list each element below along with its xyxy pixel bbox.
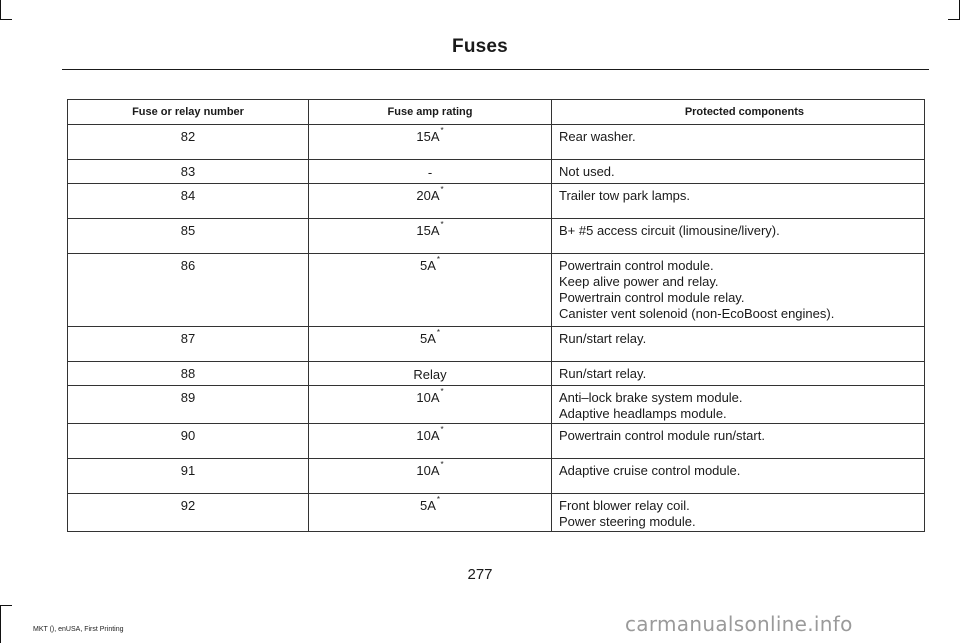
component-line: Powertrain control module relay. <box>559 290 745 305</box>
crop-mark-bottom-left-horizontal <box>0 605 12 606</box>
table-header-row <box>68 100 925 125</box>
table-row <box>68 160 925 184</box>
table-row <box>68 362 925 386</box>
fuse-rating-value: - <box>427 165 433 180</box>
table-row <box>68 327 925 362</box>
fuse-rating <box>309 386 552 424</box>
footnote-marker: * <box>436 495 441 504</box>
protected-components <box>552 327 925 362</box>
header-divider <box>62 69 929 70</box>
fuse-rating-value: 15A <box>416 129 440 144</box>
fuse-rating <box>309 125 552 160</box>
component-line: Anti–lock brake system module. <box>559 390 743 405</box>
table-row <box>68 424 925 459</box>
print-footer: MKT (), enUSA, First Printing <box>33 626 124 633</box>
component-line: Run/start relay. <box>559 366 647 381</box>
fuse-number: 85 <box>68 219 309 254</box>
protected-components <box>552 160 925 184</box>
component-line: B+ #5 access circuit (limousine/livery). <box>559 223 780 238</box>
component-line: Powertrain control module. <box>559 258 714 273</box>
protected-components <box>552 254 925 327</box>
fuse-number: 92 <box>68 494 309 532</box>
footnote-marker: * <box>440 185 444 194</box>
protected-components <box>552 125 925 160</box>
protected-components <box>552 424 925 459</box>
fuse-rating <box>309 362 552 386</box>
table-row <box>68 219 925 254</box>
protected-components <box>552 184 925 219</box>
footnote-marker: * <box>440 126 444 135</box>
footnote-marker: * <box>440 425 444 434</box>
component-line: Rear washer. <box>559 129 636 144</box>
component-line: Run/start relay. <box>559 331 647 346</box>
table-row <box>68 125 925 160</box>
page-title: Fuses <box>452 36 508 57</box>
fuse-rating-value: 5A <box>419 258 436 273</box>
watermark: carmanualsonline.info <box>625 612 853 636</box>
footnote-marker: * <box>436 255 441 264</box>
fuse-rating-value: Relay <box>413 367 447 382</box>
fuse-number: 84 <box>68 184 309 219</box>
fuse-number: 82 <box>68 125 309 160</box>
footnote-marker: * <box>440 387 444 396</box>
table-row <box>68 386 925 424</box>
protected-components <box>552 219 925 254</box>
fuse-rating <box>309 254 552 327</box>
fuse-number: 87 <box>68 327 309 362</box>
fuse-rating-value: 10A <box>416 390 440 405</box>
component-line: Adaptive headlamps module. <box>559 406 727 421</box>
fuse-rating <box>309 327 552 362</box>
fuse-number: 91 <box>68 459 309 494</box>
fuse-number: 83 <box>68 160 309 184</box>
fuse-rating-value: 5A <box>419 498 436 513</box>
fuse-rating <box>309 459 552 494</box>
component-line: Power steering module. <box>559 514 696 529</box>
component-line: Adaptive cruise control module. <box>559 463 741 478</box>
footnote-marker: * <box>436 328 441 337</box>
crop-mark-top-right-horizontal <box>948 19 960 20</box>
fuse-rating <box>309 160 552 184</box>
crop-mark-bottom-left-vertical <box>0 605 1 643</box>
fuse-table-body <box>68 125 925 532</box>
component-line: Front blower relay coil. <box>559 498 690 513</box>
fuse-rating <box>309 219 552 254</box>
component-line: Trailer tow park lamps. <box>559 188 690 203</box>
protected-components <box>552 386 925 424</box>
column-header-rating: Fuse amp rating <box>309 100 552 125</box>
fuse-number: 86 <box>68 254 309 327</box>
fuse-rating <box>309 424 552 459</box>
fuse-number: 90 <box>68 424 309 459</box>
page-number: 277 <box>467 566 493 583</box>
table-row <box>68 459 925 494</box>
table-row <box>68 254 925 327</box>
fuse-rating-value: 20A <box>416 188 440 203</box>
table-row <box>68 184 925 219</box>
column-header-components: Protected components <box>552 100 925 125</box>
crop-mark-top-left-vertical <box>0 0 1 19</box>
column-header-number: Fuse or relay number <box>68 100 309 125</box>
fuse-number: 89 <box>68 386 309 424</box>
fuse-rating-value: 15A <box>416 223 440 238</box>
component-line: Powertrain control module run/start. <box>559 428 765 443</box>
component-line: Keep alive power and relay. <box>559 274 719 289</box>
protected-components <box>552 494 925 532</box>
fuse-rating <box>309 494 552 532</box>
fuse-rating-value: 10A <box>416 463 440 478</box>
table-row <box>68 494 925 532</box>
protected-components <box>552 362 925 386</box>
fuse-rating-value: 10A <box>416 428 440 443</box>
fuse-rating-value: 5A <box>419 331 436 346</box>
component-line: Canister vent solenoid (non-EcoBoost engines). <box>559 306 835 321</box>
protected-components <box>552 459 925 494</box>
footnote-marker: * <box>440 220 444 229</box>
fuse-table <box>67 99 925 532</box>
fuse-rating <box>309 184 552 219</box>
crop-mark-top-left-horizontal <box>0 19 12 20</box>
footnote-marker: * <box>440 460 444 469</box>
component-line: Not used. <box>559 164 615 179</box>
fuse-number: 88 <box>68 362 309 386</box>
